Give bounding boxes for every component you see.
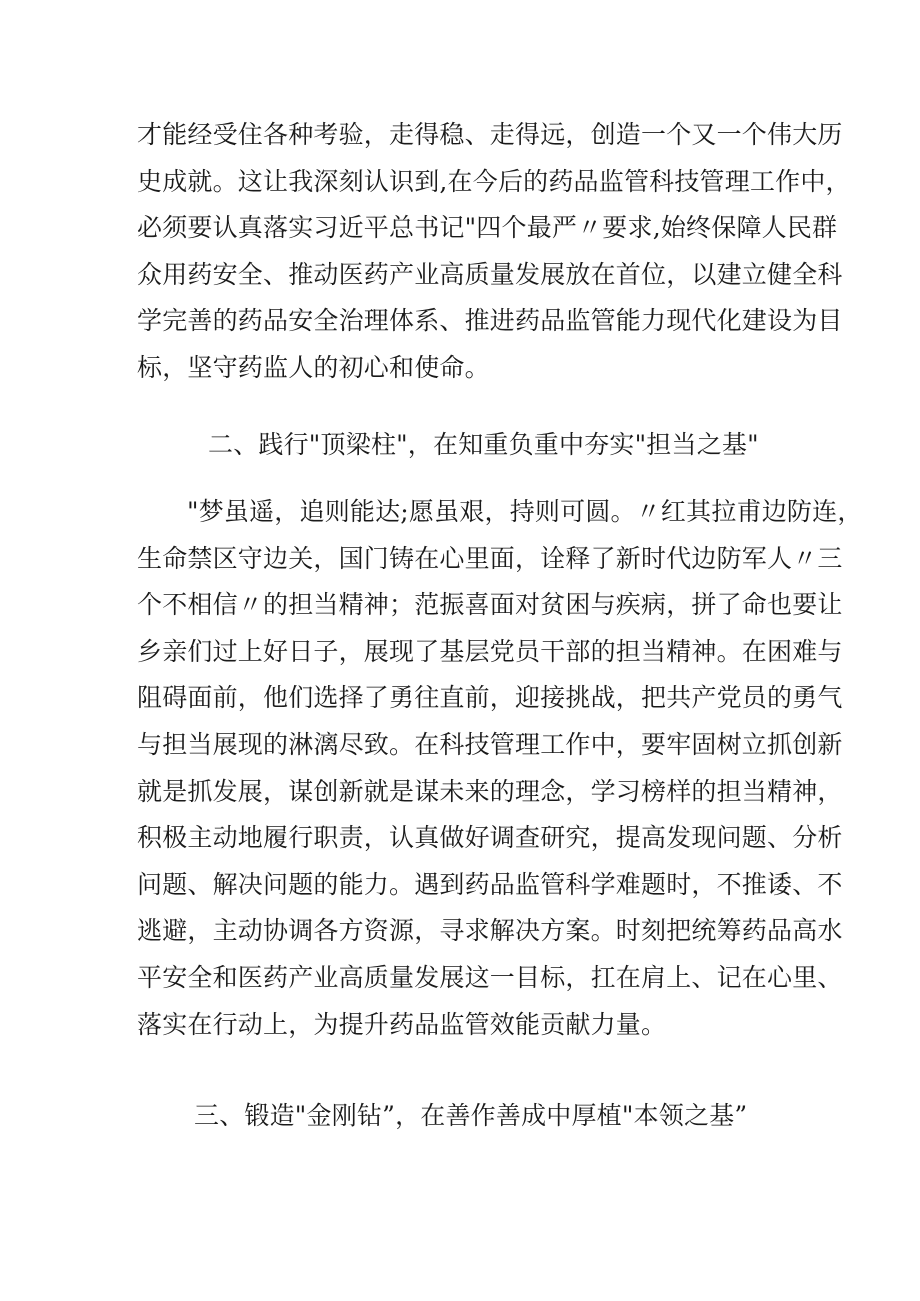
paragraph-line: "梦虽遥，追则能达;愿虽艰，持则可圆。〃红其拉甫边防连， [187, 497, 863, 526]
paragraph-line: 与担当展现的淋漓尽致。在科技管理工作中，要牢固树立抓创新 [137, 729, 843, 759]
paragraph-line: 学完善的药品安全治理体系、推进药品监管能力现代化建设为目 [137, 306, 843, 336]
paragraph-line: 必须要认真落实习近平总书记"四个最严〃要求,始终保障人民群 [137, 213, 838, 243]
paragraph-line: 平安全和医药产业高质量发展这一目标，扛在肩上、记在心里、 [137, 962, 843, 992]
paragraph-line: 才能经受住各种考验，走得稳、走得远，创造一个又一个伟大历 [137, 120, 843, 149]
paragraph-line: 乡亲们过上好日子，展现了基层党员干部的担当精神。在困难与 [137, 636, 843, 666]
paragraph-line: 逃避，主动协调各方资源，寻求解决方案。时刻把统筹药品高水 [137, 916, 843, 946]
section-heading-2 [208, 422, 858, 469]
paragraph-line: 问题、解决问题的能力。遇到药品监管科学难题时，不推诿、不 [137, 869, 843, 899]
paragraph-line: 生命禁区守边关，国门铸在心里面，诠释了新时代边防军人〃三 [137, 543, 843, 573]
paragraph-line: 标，坚守药监人的初心和使命。 [137, 352, 490, 382]
section-heading-3 [194, 1093, 844, 1140]
paragraph-line: 个不相信〃的担当精神；范振喜面对贫困与疾病，拼了命也要让 [137, 590, 843, 620]
paragraph-line: 落实在行动上，为提升药品监管效能贡献力量。 [137, 1009, 667, 1039]
paragraph-line: 史成就。这让我深刻认识到,在今后的药品监管科技管理工作中， [137, 166, 851, 196]
paragraph-line: 积极主动地履行职责，认真做好调查研究，提高发现问题、分析 [137, 823, 843, 853]
paragraph-1 [137, 112, 851, 392]
heading-text: 三、锻造"金刚钻”，在善作善成中厚植"本领之基” [194, 1101, 748, 1130]
heading-text: 二、践行"顶梁柱"，在知重负重中夯实"担当之基" [208, 430, 759, 459]
paragraph-line: 就是抓发展，谋创新就是谋未来的理念，学习榜样的担当精神， [137, 776, 843, 806]
paragraph-2 [137, 489, 863, 1048]
paragraph-line: 众用药安全、推动医药产业高质量发展放在首位，以建立健全科 [137, 259, 843, 289]
paragraph-line: 阻碍面前，他们选择了勇往直前，迎接挑战，把共产党员的勇气 [137, 683, 843, 713]
